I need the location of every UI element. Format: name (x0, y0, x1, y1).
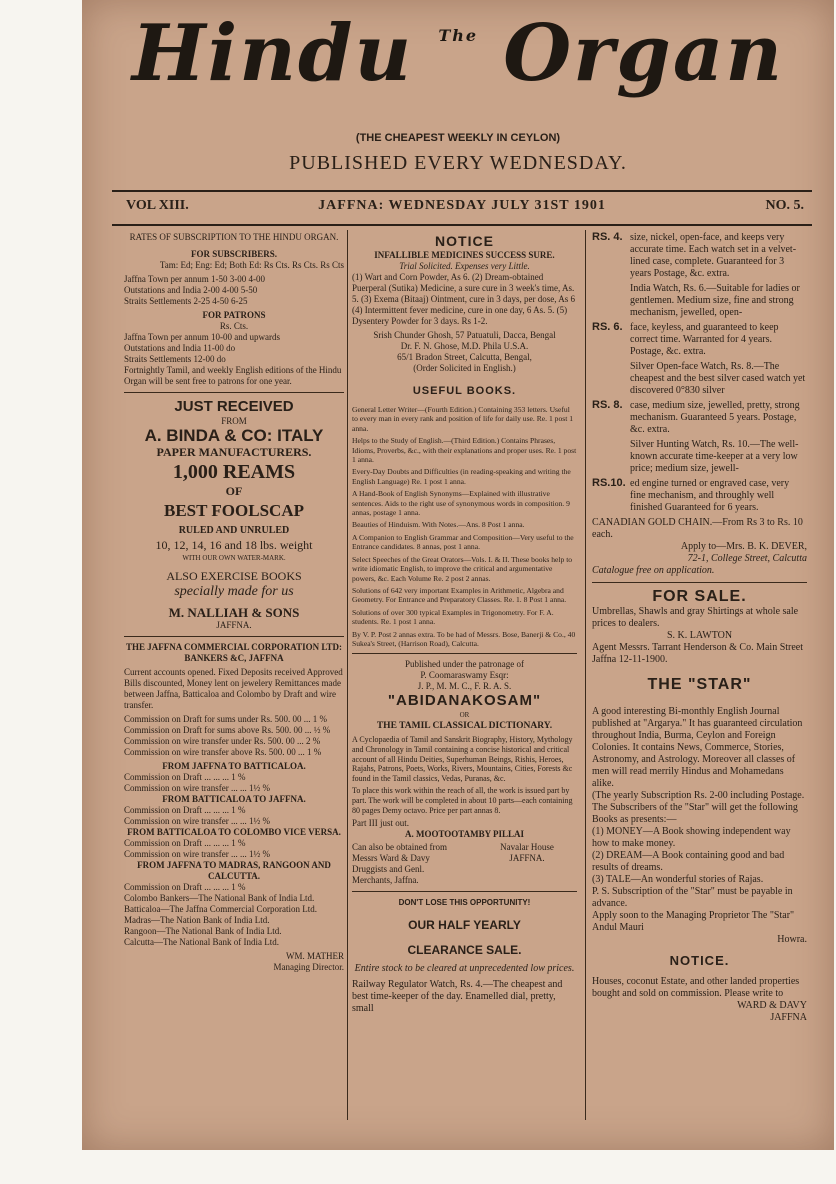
watch-text: Silver Open-face Watch, Rs. 8.—The cheapest and the best silver cased watch yet discovered 0°830 silver (630, 361, 806, 396)
ad-just-received: JUST RECEIVED (174, 398, 294, 415)
column-1 (124, 232, 344, 973)
apply-to: Apply to—Mrs. B. K. DEVER, (680, 541, 807, 552)
patrons-head: FOR PATRONS (202, 310, 266, 320)
star-item: (2) DREAM—A Book containing good and bad results of dreams. (592, 850, 785, 873)
star-apply: Apply soon to the Managing Proprietor The "Star" Andul Mauri (592, 910, 795, 933)
madras-row: Batticaloa—The Jaffna Commercial Corporation Ltd. (124, 904, 318, 914)
colombo-row: Commission on Draft ... ... ... 1 % (124, 838, 246, 848)
patron-row: Outstations and India 11-00 do (124, 343, 236, 353)
star-text: A good interesting Bi-monthly English Journal published at "Argarya." It has guaranteed circulation throughout India, Burma, Ceylon and Foreign Colonies. It contains News, Commerce, Stories, Astronomy, and Astrology. Moreover all classes of men will read merrily Hindus and Mohamedans alike. (592, 706, 803, 789)
ad-paper: PAPER MANUFACTURERS. (156, 445, 312, 459)
date-label: JAFFNA: WEDNESDAY JULY 31ST 1901 (318, 198, 606, 213)
separator (124, 636, 344, 637)
ad-reams: 1,000 REAMS (172, 461, 296, 483)
patronage: Published under the patronage of (405, 659, 524, 670)
separator (352, 891, 577, 892)
bank-row: Commission on wire transfer above Rs. 500. 00 ... 1 % (124, 747, 322, 757)
ad-binda: A. BINDA & CO: ITALY (144, 426, 324, 445)
star-item: (1) MONEY—A Book showing independent way how to make money. (592, 826, 791, 849)
column-divider (585, 230, 586, 1120)
separator (124, 392, 344, 393)
address: Dr. F. N. Ghose, M.D. Phila U.S.A. (400, 341, 529, 351)
navalar: Navalar House (500, 842, 554, 853)
tamil-dict: THE TAMIL CLASSICAL DICTIONARY. (376, 721, 553, 732)
sale-text: Umbrellas, Shawls and gray Shirtings at whole sale prices to dealers. (592, 606, 799, 629)
madras-row: Colombo Bankers—The National Bank of India Ltd. (124, 893, 315, 903)
rates-title: RATES OF SUBSCRIPTION TO THE HINDU ORGAN. (129, 232, 339, 242)
ad-jaffna: JAFFNA. (216, 620, 252, 630)
abidana-title: "ABIDANAKOSAM" (387, 692, 542, 710)
subscribers-head: FOR SUBSCRIBERS. (190, 249, 278, 259)
madras-row: Madras—The Nation Bank of India Ltd. (124, 915, 270, 925)
apply-addr: 72-1, College Street, Calcutta (687, 553, 807, 564)
railway-watch: Railway Regulator Watch, Rs. 4.—The cheapest and best time-keeper of the day. Enamelled dial, pretty, small (352, 979, 563, 1015)
books-list (352, 405, 577, 648)
watch-text: Silver Hunting Watch, Rs. 10.—The well-known accurate time-keeper at a very low price; medium size, jewell- (630, 439, 799, 474)
dateline-rule (112, 224, 812, 226)
bank-text: Current accounts opened. Fixed Deposits received Approved Bills discounted, Money lent on jewelery Remittances made between Jaffna, Batticaloa and Colombo by Draft and wire transfer. (124, 667, 343, 710)
book-item: A Companion to English Grammar and Composition—Very useful to the Entrance candidates. 8 annas, post 1 anna. (352, 532, 574, 552)
newspaper-page (82, 0, 834, 1150)
half-yearly: OUR HALF YEARLY (408, 918, 521, 933)
ward-city: JAFFNA (770, 1012, 807, 1023)
batti-row: Commission on wire transfer ... ... 1½ % (124, 783, 270, 793)
patrons-unit: Rs. Cts. (219, 321, 249, 331)
batti2-row: Commission on wire transfer ... ... 1½ % (124, 816, 270, 826)
bank-title: THE JAFFNA COMMERCIAL CORPORATION LTD: BANKERS &C, JAFFNA (125, 642, 342, 663)
book-item: General Letter Writer—(Fourth Edition.) Containing 353 letters. Useful to every man in every rank and position of life for daily use. Re. 1 post 1 anna. (352, 405, 574, 433)
book-item: Helps to the Study of English.—(Third Edition.) Contains Phrases, Idioms, Proverbs, &c., with their explanations and proper uses. Re. 1 post 1 anna. (352, 436, 577, 465)
agent-date: Jaffna 12-11-1900. (592, 654, 668, 665)
ad-special: specially made for us (174, 584, 294, 599)
watch-price (592, 361, 626, 397)
watch-price: RS. 6. (592, 321, 623, 333)
volume-label: VOL XIII. (126, 198, 189, 213)
infallible: INFALLIBLE MEDICINES SUCCESS SURE. (374, 250, 555, 260)
book-item: Solutions of over 300 typical Examples in Trigonometry. For F. A. students. Re. 1 post 1 anna. (352, 607, 554, 627)
book-item: A Hand-Book of English Synonyms—Explained with illustrative sentences. Aids to the right use of synonymous words in composition. 9 annas, postage 1 anna. (352, 489, 570, 518)
star-heading: THE "STAR" (647, 676, 752, 693)
for-sale-heading: FOR SALE. (652, 588, 747, 605)
ad-of: OF (225, 484, 243, 498)
book-item: By V. P. Post 2 annas extra. To be had of Messrs. Bose, Banerji & Co., 40 Sukea's Street, (Harrison Road), Calcutta. (352, 629, 576, 648)
separator (592, 582, 807, 583)
bank-row: Commission on Draft for sums under Rs. 500. 00 ... 1 % (124, 714, 327, 724)
madras-head: FROM JAFFNA TO MADRAS, RANGOON AND CALCUTTA. (137, 860, 331, 881)
patron-row: Jaffna Town per annum 10-00 and upwards (124, 332, 281, 342)
issue-number: NO. 5. (765, 198, 804, 213)
signer-title: Managing Director. (273, 962, 344, 972)
star-item: (3) TALE—An wonderful stories of Rajas. (592, 874, 764, 885)
catalogue: Catalogue free on application. (592, 565, 715, 576)
sub-row: Jaffna Town per annum 1-50 3-00 4-00 (124, 274, 266, 284)
title-the: The (438, 26, 479, 45)
watch-text: ed engine turned or engraved case, very fine mechanism, and throughly well finished Guaranteed for 6 years. (630, 478, 790, 513)
agent: Agent Messrs. Tarrant Henderson & Co. Main Street (592, 642, 804, 653)
batti-row: Commission on Draft ... ... ... 1 % (124, 772, 246, 782)
book-item: Select Speeches of the Great Orators—Vols. I. & II. These books help to write idiomatic English, to improve the critical and argumentative powers, &c. Each Volume Re. 2 post 2 annas. (352, 554, 573, 583)
watch-text: India Watch, Rs. 6.—Suitable for ladies or gentlemen. Medium size, fine and strong mechanism, jewelled, open- (630, 283, 800, 318)
howra: Howra. (777, 934, 807, 945)
masthead-published: PUBLISHED EVERY WEDNESDAY. (289, 152, 627, 174)
useful-books-heading: USEFUL BOOKS. (412, 385, 517, 397)
dict-text-2: To place this work within the reach of all, the work is issued part by part. The work will be completed in about 10 parts—each containing 80 pages Demy octavo. Price per part annas 8. (352, 786, 573, 815)
separator (352, 653, 577, 654)
column-3 (592, 232, 807, 1024)
medicines: (1) Wart and Corn Powder, As 6. (2) Dream-obtained Puerperal (Sutika) Medicine, a sure cure in 3 week's time, As. 5. (3) Exema (Bitaaj) Ointment, cure in 3 days, per dose, As 6 (4) Intermittent fever medicine, cure in one day, 6 As. 5. (5) Dysentery Powder for 3 days. Rs 1-2. (352, 272, 575, 326)
gold-chain: CANADIAN GOLD CHAIN.—From Rs 3 to Rs. 10 each. (592, 517, 803, 540)
notice-text: Houses, coconut Estate, and other landed properties bought and sold on commission. Please write to (592, 976, 800, 999)
lawton: S. K. LAWTON (666, 630, 733, 641)
masthead-title (82, 8, 834, 99)
watch-price (592, 283, 626, 319)
address: 65/1 Bradon Street, Calcutta, Bengal, (397, 352, 532, 362)
book-item: Beauties of Hinduism. With Notes.—Ans. 8 Post 1 anna. (352, 520, 525, 530)
watch-price: RS. 4. (592, 231, 623, 243)
batti2-row: Commission on Draft ... ... ... 1 % (124, 805, 246, 815)
address: Srish Chunder Ghosh, 57 Patuatuli, Dacca, Bengal (373, 330, 556, 340)
sub-row: Straits Settlements 2-25 4-50 6-25 (124, 296, 248, 306)
madras-row: Calcutta—The National Bank of India Ltd. (124, 937, 279, 947)
ad-ruled: RULED AND UNRULED (178, 525, 290, 536)
signer: WM. MATHER (286, 951, 344, 961)
bank-row: Commission on Draft for sums above Rs. 500. 00 ... ½ % (124, 725, 331, 735)
dict-text: A Cyclopaedia of Tamil and Sanskrit Biography, History, Mythology and Chronology in Tamil containing a concise historical and critical account of all Hindu Deities, Superhuman Beings, Rishis, Heroes, Rajahs, Patrons, Poets, Works, Rivers, Mountains, Cities, Forests &c found in the Tamil classics, Vedas, Puranas, &c. (352, 735, 573, 783)
madras-row: Rangoon—The National Bank of India Ltd. (124, 926, 282, 936)
batti2-head: FROM BATTICALOA TO JAFFNA. (162, 794, 306, 804)
address: (Order Solicited in English.) (413, 363, 516, 373)
patron-note: Fortnightly Tamil, and weekly English editions of the Hindu Organ will be sent free to patrons for one year. (124, 365, 342, 386)
ad-watermark: WITH OUR OWN WATER-MARK. (182, 554, 286, 562)
book-item: Solutions of 642 very important Examples in Arithmetic, Algebra and Geometry. For Entrance and Preparatory Classes. Re. 1. 8 Post 1 anna. (352, 585, 567, 605)
bank-row: Commission on wire transfer under Rs. 500. 00 ... 2 % (124, 736, 321, 746)
watch-text: face, keyless, and guaranteed to keep correct time. Warranted for 4 years. Postage, &c. extra. (630, 322, 779, 357)
part-3: Part III just out. (352, 818, 409, 829)
title-organ: Organ (503, 8, 785, 99)
title-hindu: Hindu (131, 8, 414, 99)
sub-row: Outstations and India 2-00 4-00 5-50 (124, 285, 258, 295)
ad-foolscap: BEST FOOLSCAP (164, 501, 304, 520)
column-divider (347, 230, 348, 1120)
trial: Trial Solicited. Expenses very Little. (399, 261, 530, 271)
notice-heading-2: NOTICE. (669, 953, 730, 968)
pillai: A. MOOTOOTAMBY PILLAI (404, 829, 525, 840)
star-subscription: (The yearly Subscription Rs. 2-00 including Postage. (592, 790, 805, 801)
masthead-subtitle: (THE CHEAPEST WEEKLY IN CEYLON) (355, 132, 561, 144)
patron-name: P. Coomaraswamy Esqr: (420, 670, 509, 681)
dont-lose: DON'T LOSE THIS OPPORTUNITY! (398, 898, 531, 908)
ad-from: FROM (221, 416, 247, 426)
entire-stock: Entire stock to be cleared at unprecedented low prices. (354, 963, 575, 975)
colombo-head: FROM BATTICALOA TO COLOMBO VICE VERSA. (127, 827, 341, 837)
notice-heading: NOTICE (435, 233, 494, 249)
watch-text: case, medium size, jewelled, pretty, strong mechanism. Guaranteed 5 years. Postage, &c. extra. (630, 400, 800, 435)
patron-row: Straits Settlements 12-00 do (124, 354, 226, 364)
column-2 (352, 232, 577, 1015)
jaffna-label: JAFFNA. (509, 853, 545, 864)
star-books: The Subscribers of the "Star" will get the following Books as presents:— (592, 802, 798, 825)
star-ps: P. S. Subscription of the "Star" must be payable in advance. (592, 886, 793, 909)
or-label: OR (459, 711, 470, 720)
colombo-row: Commission on wire transfer ... ... 1½ % (124, 849, 270, 859)
watch-price (592, 439, 626, 475)
obtained-text: Can also be obtained from Messrs Ward & Davy Druggists and Genl. Merchants, Jaffna. (352, 842, 447, 886)
madras-row: Commission on Draft ... ... ... 1 % (124, 882, 246, 892)
sub-cols: Tam: Ed; Eng: Ed; Both Ed: Rs Cts. Rs Cts. Rs Cts (159, 260, 344, 270)
ward-davy: WARD & DAVY (737, 1000, 807, 1011)
batti-head: FROM JAFFNA TO BATTICALOA. (162, 761, 306, 771)
ad-sons: M. NALLIAH & SONS (168, 605, 300, 620)
top-rule (112, 190, 812, 192)
ad-also: ALSO EXERCISE BOOKS (166, 569, 302, 583)
patron-cred: J. P., M. M. C., F. R. A. S. (417, 681, 512, 692)
watch-price: RS. 8. (592, 399, 623, 411)
clearance-sale: CLEARANCE SALE. (407, 943, 522, 958)
watch-price: RS.10. (592, 477, 626, 489)
ad-weights: 10, 12, 14, 16 and 18 lbs. weight (155, 538, 313, 552)
watch-text: size, nickel, open-face, and keeps very accurate time. Each watch set in a velvet-lined case, complete. Guaranteed for 3 years Postage, &c. extra. (630, 232, 797, 279)
book-item: Every-Day Doubts and Difficulties (in reading-speaking and writing the English Language) Re. 1 post 1 anna. (352, 467, 571, 486)
